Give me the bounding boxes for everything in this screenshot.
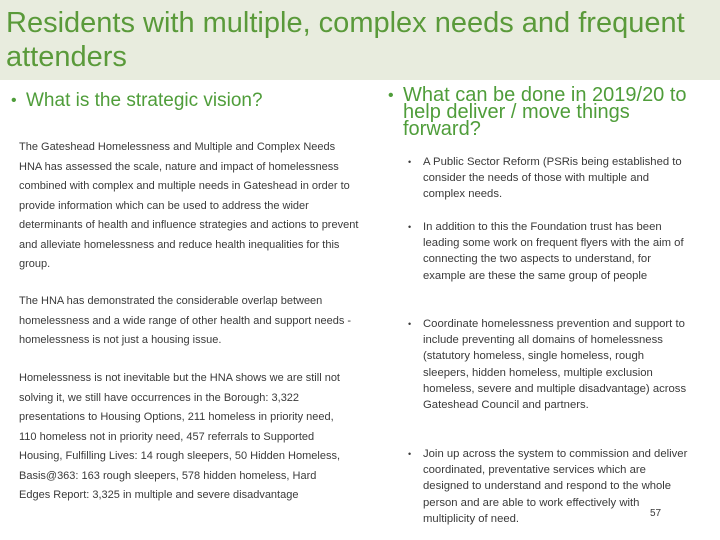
list-item (408, 154, 688, 203)
list-item (408, 219, 690, 284)
bullet-icon: • (11, 92, 17, 109)
list-item (408, 316, 688, 413)
right-bullet-list (408, 154, 688, 203)
right-bullet-list (408, 219, 690, 284)
list-item-text: A Public Sector Reform (PSRis being established to consider the needs of those with multiple and complex needs. (423, 156, 682, 201)
right-heading-text: What can be done in 2019/20 to help deliver / move things forward? (403, 84, 687, 140)
list-item-text: Coordinate homelessness prevention and support to include preventing all domains of homelessness (statutory homeless, single homeless, rough sleepers, hidden homeless, multiple exclusion homeless, severe and multiple disadvantage) across Gateshead Council and partners. (423, 318, 687, 412)
page-number: 57 (650, 508, 662, 519)
left-heading-text: What is the strategic vision? (26, 90, 263, 111)
bullet-icon: • (388, 87, 394, 104)
left-paragraph-1: The Gateshead Homelessness and Multiple and Complex Needs HNA has assessed the scale, nature and impact of homelessness combined with complex and multiple needs in Gateshead in order to provide information which can be used to address the wider determinants of health and influence strategies and actions to prevent and alleviate homelessness and reduce health inequalities for this group. (19, 141, 359, 270)
bullet-icon: • (408, 449, 412, 459)
list-item-text: In addition to this the Foundation trust has been leading some work on frequent flyers with the aim of connecting the two aspects to understand, for example are these the same group of people (423, 221, 684, 282)
right-bullet-list (408, 446, 690, 527)
left-heading (11, 90, 266, 111)
left-paragraph-3: Homelessness is not inevitable but the HNA shows we are still not solving it, we still have occurrences in the Borough: 3,322 presentations to Housing Options, 211 homeless in priority need, 110 homeless not in priority need, 457 referrals to Supported Housing, Fulfilling Lives: 14 rough sleepers, 50 Hidden Homeless, Basis@363: 163 rough sleepers, 578 hidden homeless, Hard Edges Report: 3,325 in multiple and severe disadvantage (19, 372, 341, 501)
right-heading (388, 84, 713, 140)
list-item-text: Join up across the system to commission and deliver coordinated, preventative services which are designed to understand and respond to the whole person and are able to work effectively with multiplicity of need. (423, 448, 688, 525)
right-bullet-list (408, 316, 688, 413)
list-item (408, 446, 690, 527)
left-paragraph-2: The HNA has demonstrated the considerable overlap between homelessness and a wide range of other health and support needs - homelessness is not just a housing issue. (19, 295, 352, 346)
bullet-icon: • (408, 319, 412, 329)
bullet-icon: • (408, 157, 412, 167)
slide-title: Residents with multiple, complex needs and frequent attenders (6, 7, 685, 73)
bullet-icon: • (408, 222, 412, 232)
